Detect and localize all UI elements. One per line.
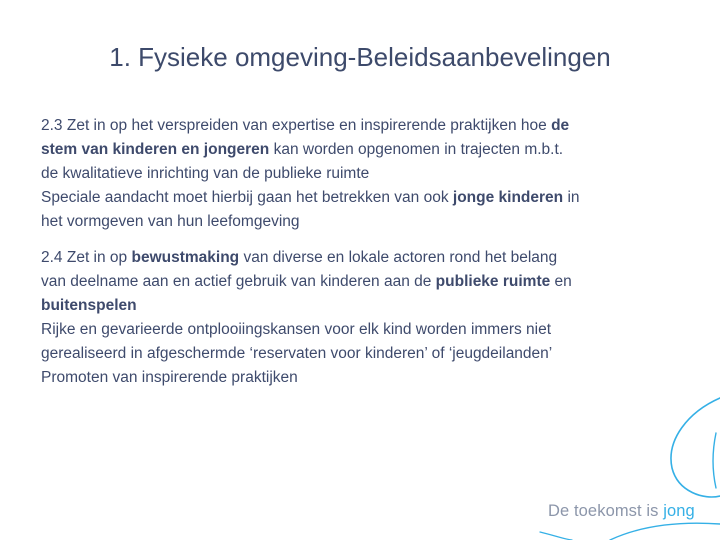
body-text: gerealiseerd in afgeschermde ‘reservaten voor kinderen’ of ‘jeugdeilanden’ <box>41 345 553 362</box>
text-line <box>41 294 691 318</box>
text-line <box>41 162 691 186</box>
body-text: kan worden opgenomen in trajecten m.b.t. <box>269 141 564 158</box>
text-line <box>41 186 691 210</box>
text-line <box>41 318 691 342</box>
body-text: en <box>550 273 572 290</box>
emphasis-text: publieke ruimte <box>435 273 551 290</box>
body-text: Speciale aandacht moet hierbij gaan het betrekken van ook <box>41 189 453 206</box>
brand-logo <box>548 502 695 521</box>
body-text: 2.3 Zet in op het verspreiden van expertise en inspirerende praktijken hoe <box>41 117 552 134</box>
emphasis-text: bewustmaking <box>131 249 240 266</box>
text-line <box>41 138 691 162</box>
slide-title: 1. Fysieke omgeving-Beleidsaanbevelingen <box>109 42 611 72</box>
text-line <box>41 366 691 390</box>
body-text: het vormgeven van hun leefomgeving <box>41 213 300 230</box>
recommendation-2-3 <box>41 114 691 234</box>
emphasis-text: stem van kinderen en jongeren <box>41 141 270 158</box>
body-text: van diverse en lokale actoren rond het belang <box>239 249 558 266</box>
text-line <box>41 342 691 366</box>
emphasis-text: jonge kinderen <box>452 189 564 206</box>
text-line <box>41 270 691 294</box>
emphasis-text: de <box>551 117 570 134</box>
body-text: de kwalitatieve inrichting van de publieke ruimte <box>41 165 370 182</box>
body-text: in <box>563 189 580 206</box>
text-line <box>41 210 691 234</box>
body-text: 2.4 Zet in op <box>41 249 132 266</box>
body-text: Rijke en gevarieerde ontplooiingskansen voor elk kind worden immers niet <box>41 321 552 338</box>
slide-body <box>41 114 691 390</box>
recommendation-2-4 <box>41 246 691 390</box>
body-text: Promoten van inspirerende praktijken <box>41 369 298 386</box>
logo-accent-text: jong <box>663 502 695 520</box>
body-text: van deelname aan en actief gebruik van kinderen aan de <box>41 273 436 290</box>
text-line <box>41 114 691 138</box>
logo-text: De toekomst is <box>548 502 664 520</box>
emphasis-text: buitenspelen <box>41 297 137 314</box>
text-line <box>41 246 691 270</box>
